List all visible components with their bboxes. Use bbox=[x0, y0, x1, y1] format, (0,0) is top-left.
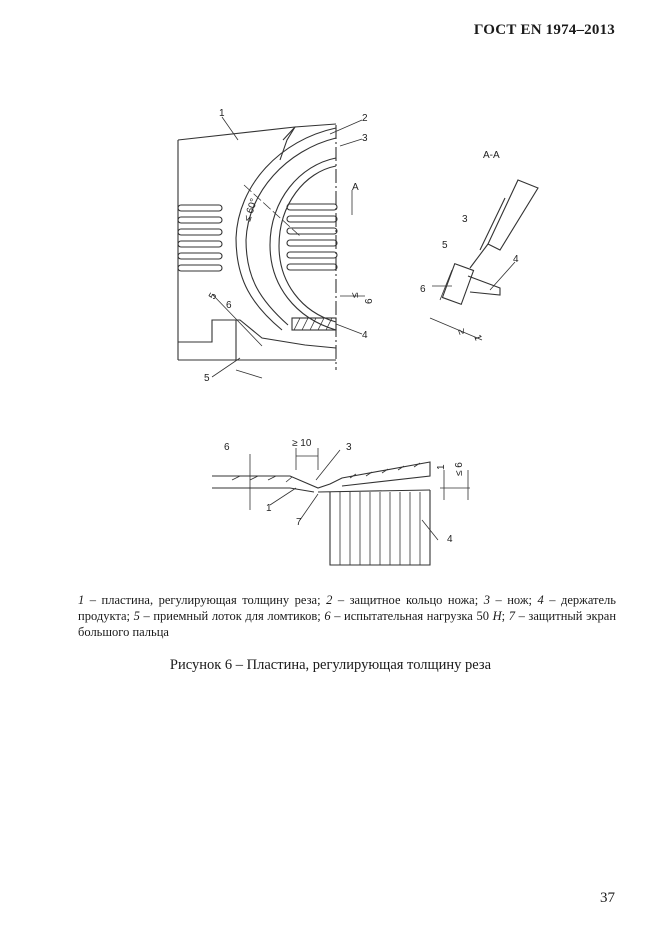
figure-legend: 1 – пластина, регулирующая толщину реза; 2 – защитное кольцо ножа; 3 – нож; 4 – держатель продукта; 5 – приемный лоток для ломтиков; 6 – испытательная нагрузка 50 Н; 7 – защитный экран большого пальца bbox=[78, 593, 617, 639]
legend-num-3: 3 bbox=[483, 593, 490, 607]
section-title: А-А bbox=[483, 150, 500, 161]
label-6-top: 6 bbox=[226, 300, 232, 311]
cutting-thickness-plate-outline bbox=[178, 127, 295, 160]
bottom-dim-ge10: ≥ 10 bbox=[292, 438, 312, 449]
slot-pattern-left bbox=[178, 205, 222, 271]
legend-num-4: 4 bbox=[537, 593, 544, 607]
knife-guard-ring bbox=[236, 128, 336, 330]
legend-unit-n: Н bbox=[492, 609, 502, 623]
legend-num-6: 6 bbox=[324, 609, 331, 623]
figure-caption: Рисунок 6 – Пластина, регулирующая толщину реза bbox=[169, 657, 492, 673]
bottom-label-7: 7 bbox=[296, 517, 302, 528]
legend-num-2: 2 bbox=[326, 593, 333, 607]
section-a-a bbox=[430, 180, 538, 343]
dim-angle-60: ≤ 60° bbox=[242, 197, 261, 223]
label-3: 3 bbox=[362, 133, 368, 144]
dim-lte-right: ≤ bbox=[350, 292, 361, 298]
dim-a-top: А bbox=[352, 182, 359, 193]
legend-num-7: 7 bbox=[508, 609, 515, 623]
label-2: 2 bbox=[362, 113, 368, 124]
legend-num-5: 5 bbox=[133, 609, 140, 623]
dim-6-right: 6 bbox=[364, 298, 375, 304]
bottom-dim-le6: ≤ 6 bbox=[454, 462, 465, 476]
slot-pattern-right bbox=[287, 204, 337, 270]
section-label-6: 6 bbox=[420, 284, 426, 295]
bottom-label-3: 3 bbox=[346, 442, 352, 453]
bottom-dim-1: 1 bbox=[436, 464, 447, 470]
section-dim-gte: ≥ bbox=[455, 327, 468, 337]
legend-num-1: 1 bbox=[78, 593, 85, 607]
bottom-label-4: 4 bbox=[447, 534, 453, 545]
section-label-4: 4 bbox=[513, 254, 519, 265]
label-4: 4 bbox=[362, 330, 368, 341]
label-5: 5 bbox=[204, 373, 210, 384]
section-dim-1: 1 bbox=[471, 333, 484, 343]
document-code-header: ГОСТ EN 1974–2013 bbox=[473, 22, 615, 38]
bottom-label-6: 6 bbox=[224, 442, 230, 453]
slice-tray bbox=[178, 320, 336, 348]
side-section-view bbox=[212, 448, 470, 565]
page-number: 37 bbox=[600, 890, 615, 906]
section-label-5: 5 bbox=[442, 240, 448, 251]
section-label-3: 3 bbox=[462, 214, 468, 225]
bottom-label-1: 1 bbox=[266, 503, 272, 514]
label-1: 1 bbox=[219, 108, 225, 119]
dim-5-left: 5 bbox=[207, 291, 220, 302]
